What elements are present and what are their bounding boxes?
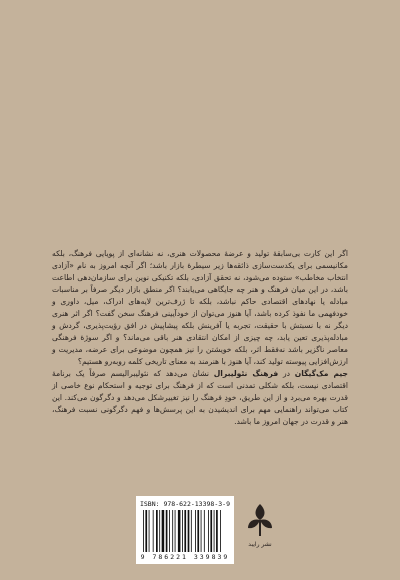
publisher-name: نشر رایبد bbox=[248, 541, 272, 548]
blurb-paragraph-2-body: نشان می‌دهد که نئولیبرالیسم صرفاً یک برنامهٔ اقتصادی نیست، بلکه شکلی تمدنی است که از فرهنگ برای توجیه و استحکام نوع خاصی از قدرت بهره می‌برد و از این طریق، خودِ فرهنگ را نیز تغییرشکل می‌دهد و دگرگون می‌کند. این کتاب می‌تواند راهنمایی مهم برای اندیشیدن به این پرسش‌ها و فهم دگرگونی نسبت فرهنگ، هنر و قدرت در جهان امروز ما باشد. bbox=[52, 369, 348, 426]
blurb-connector: در bbox=[278, 369, 295, 378]
blurb-paragraph-1: اگر این کارت بی‌سابقهٔ تولید و عرضهٔ محصولات هنری، نه نشانه‌ای از پویایی فرهنگ، بلکه مکانیسمی برای یکدست‌سازی ذائقه‌ها زیر سیطرهٔ بازار باشد؛ اگر آنچه امروز به نام «آزادی انتخاب مخاطب» ستوده می‌شود، نه تحقق آزادی، بلکه تکنیکی نوین برای سازمان‌دهی اطاعت باشد، در این میان فرهنگ و هنر چه جایگاهی می‌یابند؟ اگر منطق بازار دیگر صرفاً بر مناسبات مبادله یا نهادهای اقتصادی حاکم نباشد، بلکه تا ژرف‌ترین لایه‌های ادراک، میل، داوری و خودفهمی ما نفوذ کرده باشد، آیا هنوز می‌توان از خودآیینی فرهنگ سخن گفت؟ اگر اثر هنری دیگر نه با نسبتش با حقیقت، تجربه یا آفرینش بلکه پیشاپیش در افق رؤیت‌پذیری، گردش و مبادله‌پذیری تعین یابد، چه چیزی از امکان انتقادی هنر باقی می‌ماند؟ و اگر سوژهٔ فرهنگی معاصر ناگزیر باشد نه‌فقط اثر، بلکه خویشتن را نیز همچون موضوعی برای عرضه، مدیریت و ارزش‌افزایی پیوسته تولید کند، آیا هنوز با هنرمند به معنای تاریخی کلمه روبه‌رو هستیم؟ bbox=[52, 249, 348, 366]
publisher bbox=[242, 502, 278, 560]
isbn-barcode bbox=[136, 496, 234, 564]
book-title: فرهنگ نئولیبرال bbox=[213, 369, 279, 378]
author-name: جیم مک‌گیگان bbox=[294, 369, 348, 378]
barcode-icon bbox=[142, 510, 228, 552]
ean-digits: 9 786221 339839 bbox=[140, 553, 230, 561]
isbn-label: ISBN: 978-622-13398-3-9 bbox=[139, 500, 230, 508]
footer bbox=[0, 494, 400, 564]
blurb-paragraph-2 bbox=[52, 368, 348, 428]
back-cover-text bbox=[52, 248, 348, 428]
publisher-logo-icon bbox=[245, 502, 275, 538]
